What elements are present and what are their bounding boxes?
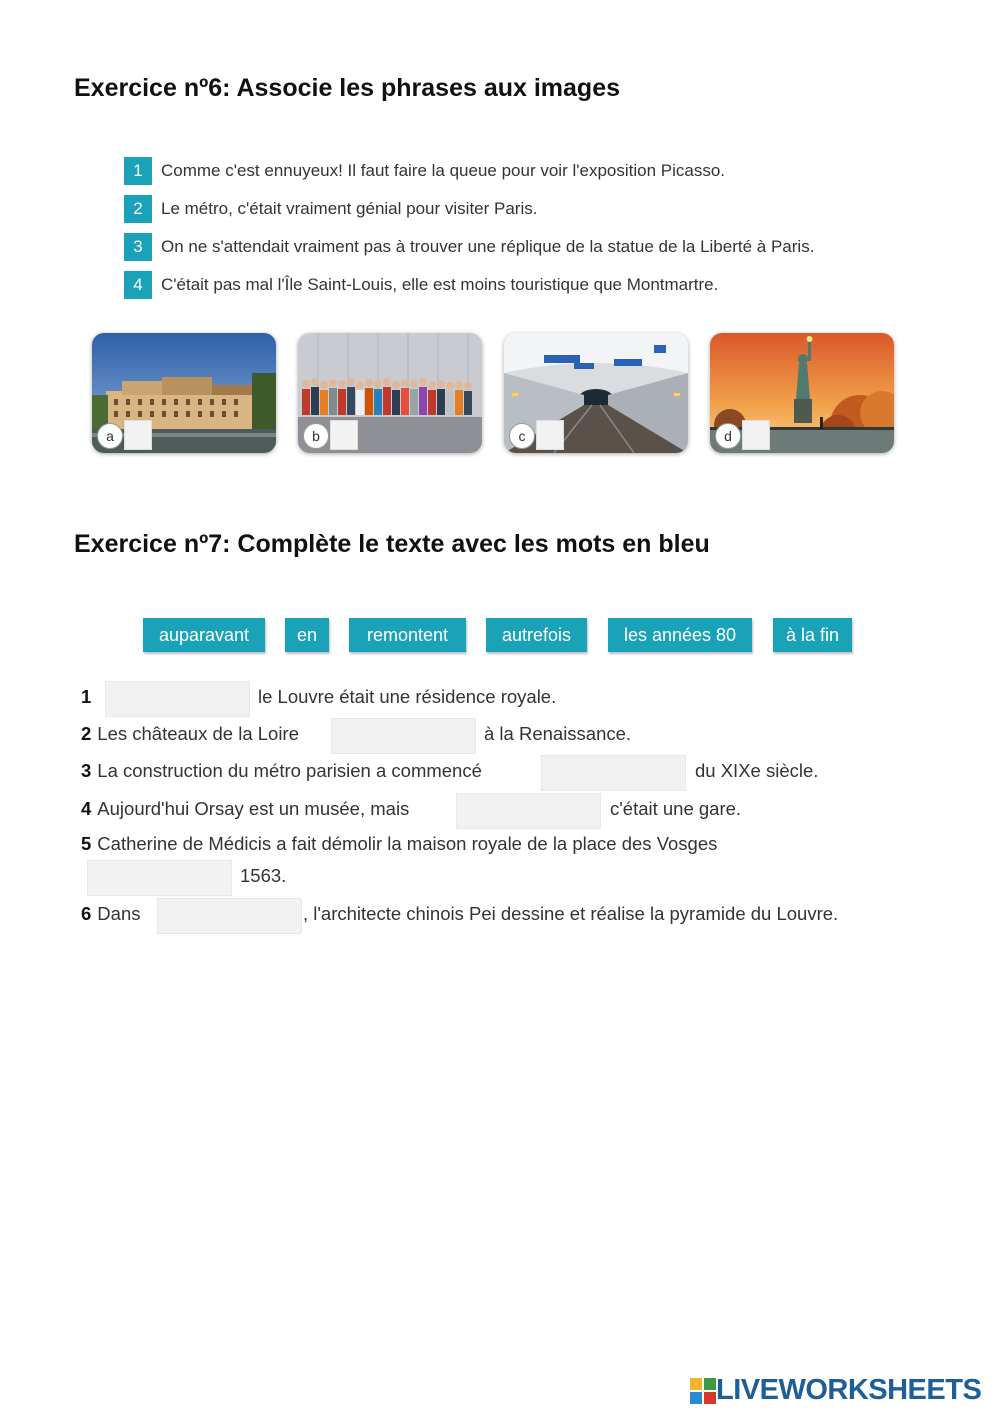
- line-1-after: le Louvre était une résidence royale.: [258, 686, 557, 707]
- line-number: 4: [81, 798, 92, 819]
- blank-6[interactable]: [157, 898, 302, 934]
- blank-1[interactable]: [105, 681, 250, 717]
- line-4-before: [81, 792, 409, 826]
- answer-input-c[interactable]: [536, 420, 564, 450]
- line-5-after: 1563.: [240, 865, 287, 886]
- picture-card-c: [504, 333, 688, 453]
- exercise6-title: Exercice nº6: Associe les phrases aux images: [74, 74, 621, 102]
- line-number: 3: [81, 760, 92, 781]
- card-letter: d: [715, 423, 741, 449]
- line-number: 1: [81, 686, 92, 707]
- line-text: Aujourd'hui Orsay est un musée, mais: [97, 798, 410, 819]
- sentence-text: C'était pas mal l'Île Saint-Louis, elle est moins touristique que Montmartre.: [161, 275, 719, 294]
- blank-4[interactable]: [456, 793, 601, 829]
- line-number: 6: [81, 903, 92, 924]
- card-letter: a: [97, 423, 123, 449]
- liveworksheets-logo: [690, 1374, 981, 1407]
- answer-input-a[interactable]: [124, 420, 152, 450]
- sentence-2: [124, 194, 537, 224]
- line-3-after: du XIXe siècle.: [695, 760, 819, 781]
- line-3-before: [81, 754, 482, 788]
- line-6-before: [81, 897, 141, 931]
- sentence-number: 3: [124, 233, 152, 261]
- picture-card-b: [298, 333, 482, 453]
- sentence-text: Comme c'est ennuyeux! Il faut faire la queue pour voir l'exposition Picasso.: [161, 161, 726, 180]
- blank-3[interactable]: [541, 755, 686, 791]
- logo-text: LIVEWORKSHEETS: [716, 1374, 982, 1406]
- line-2-before: [81, 717, 299, 751]
- sentence-1: [124, 156, 725, 186]
- word-auparavant[interactable]: auparavant: [143, 618, 265, 652]
- sentence-text: On ne s'attendait vraiment pas à trouver une réplique de la statue de la Liberté à Paris.: [161, 237, 815, 256]
- line-text: Dans: [97, 903, 141, 924]
- line-2-after: à la Renaissance.: [484, 723, 632, 744]
- sentence-3: [124, 232, 814, 262]
- liveworksheets-logo-icon: [690, 1378, 716, 1404]
- picture-card-d: [710, 333, 894, 453]
- picture-card-a: [92, 333, 276, 453]
- word-les-annees-80[interactable]: les années 80: [608, 618, 752, 652]
- exercise7-title: Exercice nº7: Complète le texte avec les mots en bleu: [74, 530, 710, 558]
- card-letter: c: [509, 423, 535, 449]
- word-remontent[interactable]: remontent: [349, 618, 466, 652]
- line-1-number: [81, 680, 97, 714]
- line-text: Catherine de Médicis a fait démolir la maison royale de la place des Vosges: [97, 833, 718, 854]
- answer-input-b[interactable]: [330, 420, 358, 450]
- line-text: Les châteaux de la Loire: [97, 723, 299, 744]
- sentence-number: 1: [124, 157, 152, 185]
- blank-5[interactable]: [87, 860, 232, 896]
- line-6-after: , l'architecte chinois Pei dessine et réalise la pyramide du Louvre.: [303, 903, 839, 924]
- sentence-number: 2: [124, 195, 152, 223]
- word-autrefois[interactable]: autrefois: [486, 618, 587, 652]
- answer-input-d[interactable]: [742, 420, 770, 450]
- word-en[interactable]: en: [285, 618, 329, 652]
- line-number: 5: [81, 833, 92, 854]
- line-number: 2: [81, 723, 92, 744]
- sentence-text: Le métro, c'était vraiment génial pour visiter Paris.: [161, 199, 538, 218]
- line-4-after: c'était une gare.: [610, 798, 742, 819]
- word-a-la-fin[interactable]: à la fin: [773, 618, 852, 652]
- line-5-before: [81, 827, 717, 861]
- blank-2[interactable]: [331, 718, 476, 754]
- card-letter: b: [303, 423, 329, 449]
- sentence-number: 4: [124, 271, 152, 299]
- sentence-4: [124, 270, 718, 300]
- line-text: La construction du métro parisien a commencé: [97, 760, 482, 781]
